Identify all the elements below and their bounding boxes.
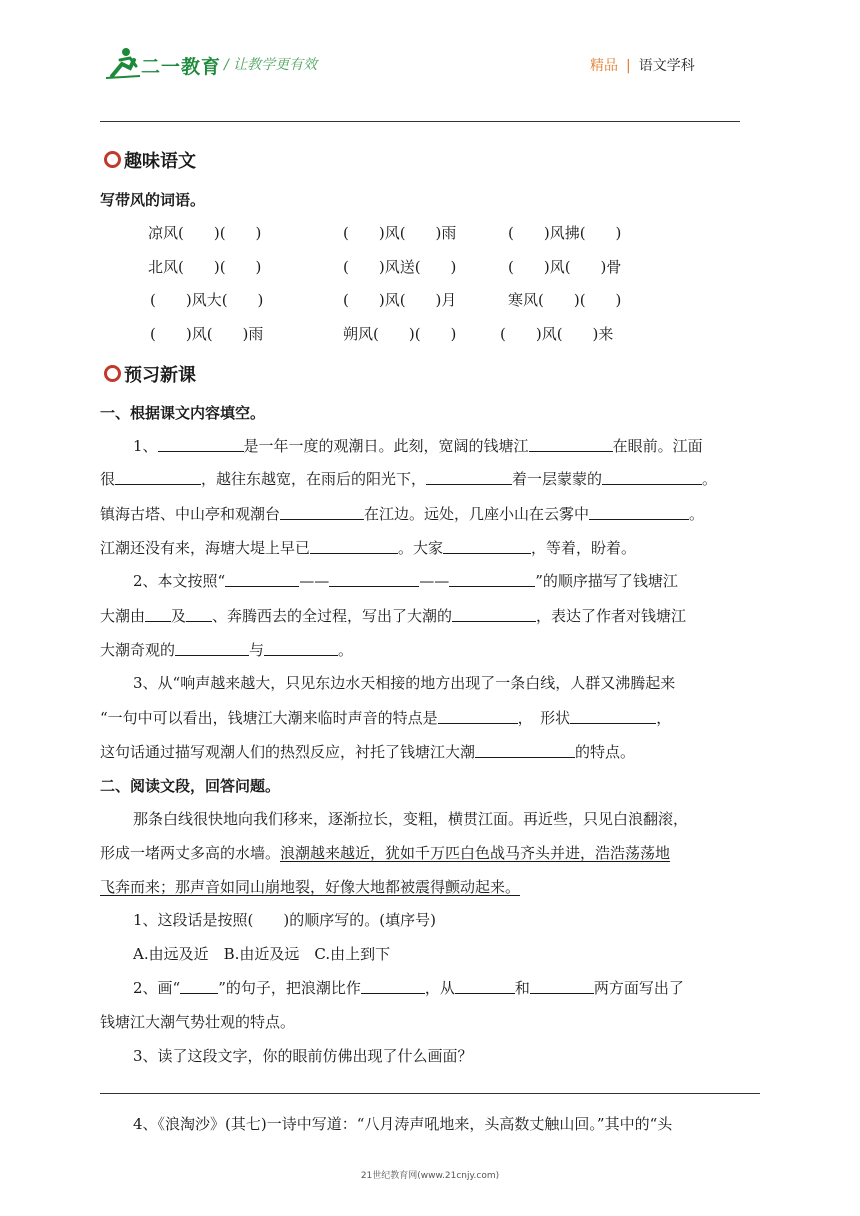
blank[interactable] (310, 539, 398, 554)
header-separator: | (626, 58, 631, 74)
blank[interactable] (180, 979, 218, 994)
word-cell: ( )风( )骨 (508, 258, 622, 276)
blank[interactable] (115, 470, 201, 485)
blank[interactable] (529, 437, 613, 452)
r2-line2: 钱塘江大潮气势壮观的特点。 (100, 1013, 296, 1031)
word-cell: ( )风( )雨 (343, 224, 457, 242)
passage-line1: 那条白线很快地向我们移来，逐渐拉长，变粗，横贯江面。再近些，只见白浪翻滚， (133, 810, 689, 828)
q3-line3: 这句话通过描写观潮人们的热烈反应，衬托了钱塘江大潮 的特点。 (100, 743, 636, 761)
word-cell: 寒风( )( ) (508, 291, 622, 309)
q3-line2: “一句中可以看出，钱塘江大潮来临时声音的特点是 ， 形状 ， (100, 709, 672, 727)
blank[interactable] (329, 572, 419, 587)
header-divider (100, 121, 740, 122)
blank[interactable] (455, 979, 515, 994)
r1-question: 1、这段话是按照( )的顺序写的。(填序号) (133, 911, 436, 929)
word-cell: ( )风拂( ) (508, 224, 622, 242)
underlined-sentence: 浪潮越来越近，犹如千万匹白色战马齐头并进，浩浩荡荡地 (280, 844, 671, 862)
r3-question: 3、读了这段文字，你的眼前仿佛出现了什么画面？ (133, 1047, 473, 1065)
blank[interactable] (361, 979, 425, 994)
word-cell: ( )风大( ) (150, 291, 264, 309)
q3-line1: 3、从“响声越来越大，只见东边水天相接的地方出现了一条白线，人群又沸腾起来 (133, 674, 676, 692)
blank[interactable] (145, 607, 171, 622)
blank[interactable] (426, 470, 512, 485)
word-cell: 朔风( )( ) (343, 325, 457, 343)
word-cell: ( )风( )雨 (150, 325, 264, 343)
q2-line1: 2、本文按照“ —— —— ”的顺序描写了钱塘江 (133, 572, 678, 590)
word-cell: 凉风( )( ) (148, 224, 262, 242)
passage-line3: 飞奔而来；那声音如同山崩地裂，好像大地都被震得颤动起来。 (100, 878, 521, 896)
blank[interactable] (452, 607, 536, 622)
blank[interactable] (186, 607, 212, 622)
blank[interactable] (264, 641, 338, 656)
section-title-preview: 预习新课 (104, 361, 196, 387)
blank[interactable] (475, 743, 575, 758)
header-brand: 精品 (590, 58, 618, 74)
instruction-fun: 写带风的词语。 (100, 191, 206, 209)
r1-options: A.由远及近 B.由近及远 C.由上到下 (133, 945, 391, 963)
q1-line3: 镇海古塔、中山亭和观潮台 在江边。远处，几座小山在云雾中 。 (100, 505, 705, 523)
header-right (590, 55, 695, 75)
blank[interactable] (158, 437, 244, 452)
logo-text: 二一教育 (141, 56, 222, 78)
footer: 21世纪教育网(www.21cnjy.com) (360, 1171, 500, 1181)
ring-bullet-icon (104, 365, 121, 382)
blank[interactable] (280, 505, 364, 520)
section-title-fun: 趣味语文 (104, 147, 196, 173)
part1-title: 一、根据课文内容填空。 (100, 404, 266, 422)
blank[interactable] (589, 505, 689, 520)
passage-line2: 形成一堵两丈多高的水墙。浪潮越来越近，犹如千万匹白色战马齐头并进，浩浩荡荡地 (100, 844, 671, 862)
blank[interactable] (602, 470, 702, 485)
header-subject: 语文学科 (638, 58, 695, 74)
q1-line4: 江潮还没有来，海塘大堤上早已 。大家 ，等着，盼着。 (100, 539, 637, 557)
blank[interactable] (449, 572, 535, 587)
q2-line3: 大潮奇观的 与 。 (100, 641, 354, 659)
word-cell: 北风( )( ) (148, 258, 262, 276)
blank[interactable] (570, 709, 656, 724)
part2-title: 二、阅读文段，回答问题。 (100, 777, 281, 795)
word-cell: ( )风( )月 (343, 291, 457, 309)
blank[interactable] (443, 539, 531, 554)
ring-bullet-icon (104, 151, 121, 168)
answer-line[interactable] (100, 1093, 760, 1094)
word-cell: ( )风( )来 (500, 325, 614, 343)
blank[interactable] (438, 709, 518, 724)
word-cell: ( )风送( ) (343, 258, 457, 276)
q1-line1: 1、 是一年一度的观潮日。此刻，宽阔的钱塘江 在眼前。江面 (133, 437, 703, 455)
q2-line2: 大潮由 及 、奔腾西去的全过程，写出了大潮的 ，表达了作者对钱塘江 (100, 607, 687, 625)
r2-line1: 2、画“ ”的句子，把浪潮比作 ，从 和 两方面写出了 (133, 979, 684, 997)
r4-question: 4、《浪淘沙》(其七)一诗中写道：“八月涛声吼地来，头高数丈触山回。”其中的“头 (133, 1115, 673, 1133)
blank[interactable] (175, 641, 249, 656)
q1-line2: 很 ，越往东越宽，在雨后的阳光下， 着一层蒙蒙的 。 (100, 470, 718, 488)
blank[interactable] (225, 572, 299, 587)
header-slogan: / 让教学更有效 (224, 57, 318, 73)
blank[interactable] (530, 979, 594, 994)
